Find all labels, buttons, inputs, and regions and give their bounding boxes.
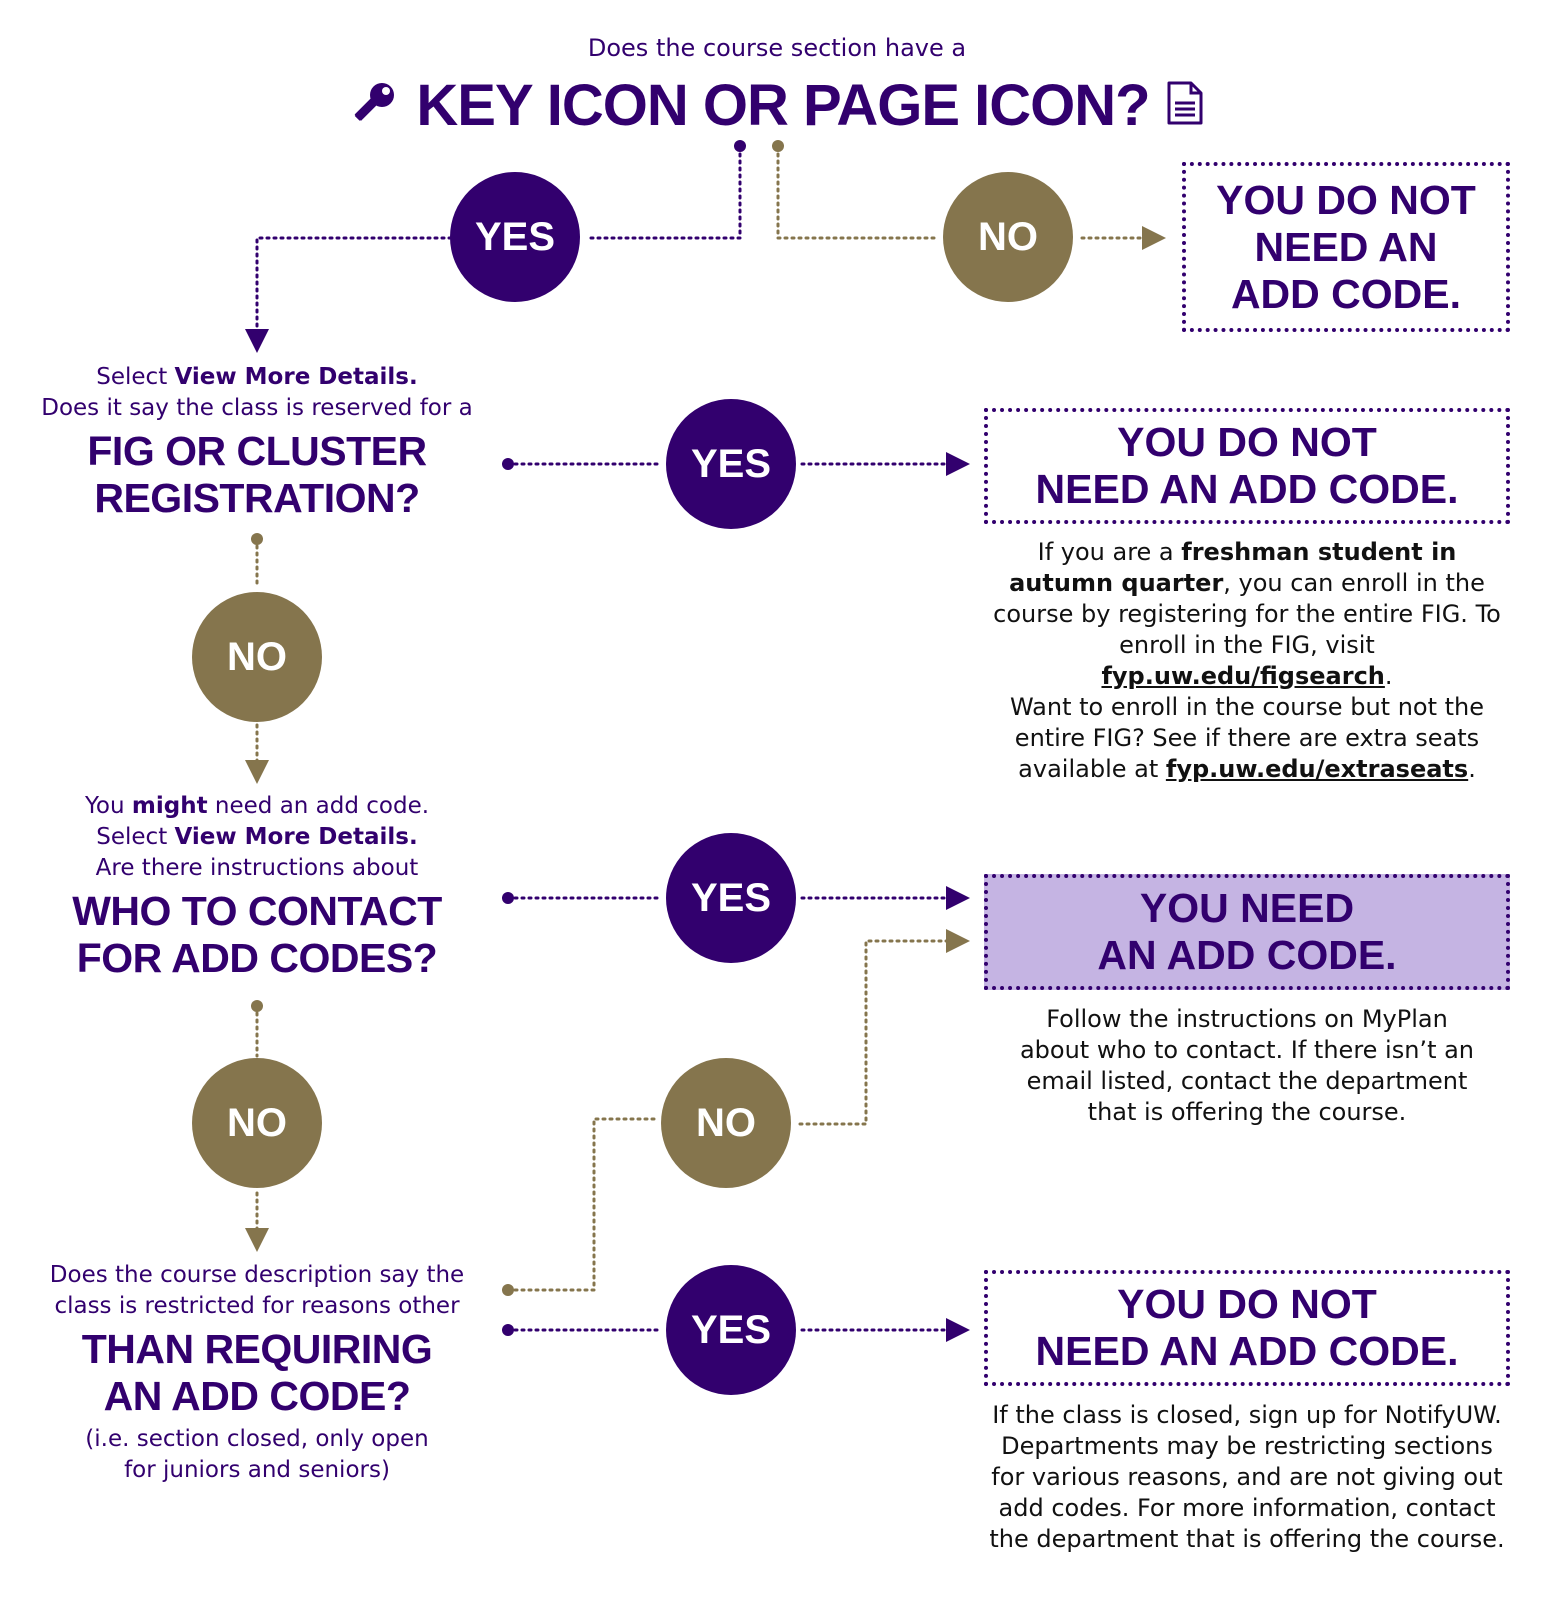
outcome-need-add-code: YOU NEED AN ADD CODE.	[984, 874, 1510, 990]
question-restricted-line2: class is restricted for reasons other	[54, 1293, 460, 1319]
link-extraseats[interactable]: fyp.uw.edu/extraseats	[1165, 755, 1469, 783]
note-fig-freshman: If you are a freshman student in autumn quarter, you can enroll in the course by registering for the entire FIG. To enroll in the FIG, visit fyp.uw.edu/figsearch.	[993, 538, 1501, 690]
outcome-no-add-code-top: YOU DO NOT NEED AN ADD CODE.	[1182, 162, 1510, 332]
question-fig-heading-1: FIG OR CLUSTER	[87, 428, 427, 474]
no-node-fig: NO	[192, 592, 322, 722]
note-fig-extra-seats: Want to enroll in the course but not the entire FIG? See if there are extra seats available at fyp.uw.edu/extraseats.	[1009, 693, 1485, 783]
page-title: KEY ICON OR PAGE ICON?	[416, 72, 1150, 138]
question-fig-line1: Select View More Details.	[96, 364, 418, 390]
no-node-key-icon: NO	[943, 172, 1073, 302]
question-fig-line2: Does it say the class is reserved for a	[41, 395, 473, 421]
yes-node-contact: YES	[666, 833, 796, 963]
outcome-no-add-code-fig: YOU DO NOT NEED AN ADD CODE.	[984, 408, 1510, 524]
question-restricted-heading-2: AN ADD CODE?	[103, 1373, 411, 1419]
link-figsearch[interactable]: fyp.uw.edu/figsearch	[1101, 662, 1385, 690]
question-contact-line1: You might need an add code.	[84, 793, 430, 819]
note-need-add-code: Follow the instructions on MyPlan about who to contact. If there isn’t an email listed, contact the department that is offering the course.	[1019, 1005, 1475, 1126]
yes-node-key-icon: YES	[450, 172, 580, 302]
outcome-no-add-code-restricted: YOU DO NOT NEED AN ADD CODE.	[984, 1270, 1510, 1386]
no-node-contact: NO	[192, 1058, 322, 1188]
question-fig	[20, 362, 494, 522]
note-restricted: If the class is closed, sign up for NotifyUW. Departments may be restricting sections for various reasons, and are not giving out add codes. For more information, contact the department that is offering the course.	[989, 1401, 1505, 1553]
question-contact-heading-1: WHO TO CONTACT	[72, 888, 442, 934]
question-restricted-note-2: for juniors and seniors)	[124, 1457, 390, 1483]
no-node-restricted: NO	[661, 1058, 791, 1188]
question-restricted-line1: Does the course description say the	[49, 1262, 465, 1288]
header-lead: Does the course section have a	[587, 34, 967, 62]
question-restricted	[20, 1260, 494, 1486]
yes-node-fig: YES	[666, 399, 796, 529]
question-contact-line2: Select View More Details.	[96, 824, 418, 850]
question-fig-heading-2: REGISTRATION?	[94, 475, 420, 521]
yes-node-restricted: YES	[666, 1265, 796, 1395]
question-restricted-heading-1: THAN REQUIRING	[81, 1326, 433, 1372]
question-contact-heading-2: FOR ADD CODES?	[76, 935, 438, 981]
question-contact-line3: Are there instructions about	[95, 855, 419, 881]
question-contact	[20, 791, 494, 982]
question-restricted-note-1: (i.e. section closed, only open	[85, 1426, 429, 1452]
